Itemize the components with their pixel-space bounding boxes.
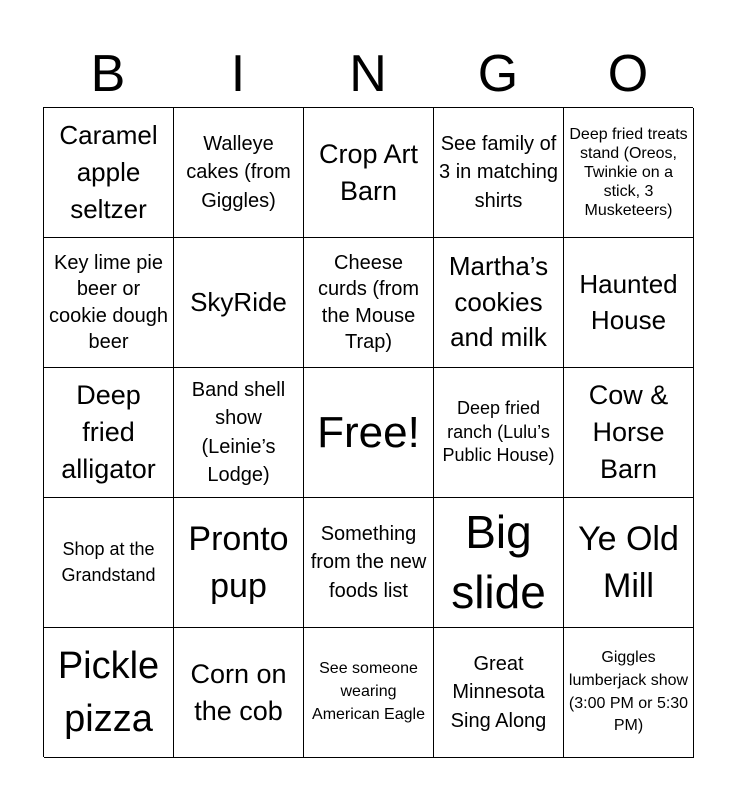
cell-label: Haunted House bbox=[579, 269, 678, 335]
bingo-cell-r1-c2[interactable] bbox=[304, 238, 434, 368]
free-space-label: Free! bbox=[317, 407, 420, 457]
bingo-cell-free-space[interactable] bbox=[304, 368, 434, 498]
bingo-cell-r0-c3[interactable] bbox=[434, 108, 564, 238]
cell-label: Band shell show (Leinie’s Lodge) bbox=[191, 378, 286, 486]
cell-label: Shop at the Grandstand bbox=[61, 538, 156, 585]
cell-label: Deep fried alligator bbox=[61, 380, 156, 484]
cell-label: Crop Art Barn bbox=[318, 138, 419, 206]
bingo-cell-r0-c4[interactable] bbox=[564, 108, 694, 238]
bingo-cell-r4-c2[interactable] bbox=[304, 628, 434, 758]
cell-label: Deep fried treats stand (Oreos, Twinkie on a stick, 3 Musketeers) bbox=[569, 125, 688, 220]
cell-label: Cow & Horse Barn bbox=[588, 380, 669, 484]
bingo-cell-r3-c0[interactable] bbox=[44, 498, 174, 628]
cell-label: Key lime pie beer or cookie dough beer bbox=[49, 251, 168, 353]
bingo-cell-r1-c0[interactable] bbox=[44, 238, 174, 368]
bingo-cell-r0-c0[interactable] bbox=[44, 108, 174, 238]
bingo-cell-r4-c4[interactable] bbox=[564, 628, 694, 758]
cell-label: Cheese curds (from the Mouse Trap) bbox=[317, 251, 420, 353]
bingo-cell-r3-c2[interactable] bbox=[304, 498, 434, 628]
header-letter-o: O bbox=[607, 45, 649, 103]
header-letter-i: I bbox=[230, 45, 246, 103]
cell-label: Pickle pizza bbox=[57, 645, 160, 740]
header-letter-g: G bbox=[477, 45, 519, 103]
cell-label: Deep fried ranch (Lulu’s Public House) bbox=[442, 398, 555, 466]
cell-label: Great Minnesota Sing Along bbox=[450, 652, 547, 732]
bingo-cell-r0-c1[interactable] bbox=[174, 108, 304, 238]
cell-label: Big slide bbox=[451, 505, 546, 618]
bingo-cell-r2-c1[interactable] bbox=[174, 368, 304, 498]
cell-label: See someone wearing American Eagle bbox=[312, 660, 425, 723]
bingo-board bbox=[43, 107, 693, 757]
bingo-cell-r1-c4[interactable] bbox=[564, 238, 694, 368]
bingo-cell-r4-c3[interactable] bbox=[434, 628, 564, 758]
bingo-cell-r4-c1[interactable] bbox=[174, 628, 304, 758]
bingo-cell-r2-c3[interactable] bbox=[434, 368, 564, 498]
cell-label: Martha’s cookies and milk bbox=[448, 251, 549, 353]
cell-label: See family of 3 in matching shirts bbox=[439, 132, 558, 212]
bingo-cell-r3-c4[interactable] bbox=[564, 498, 694, 628]
bingo-cell-r2-c4[interactable] bbox=[564, 368, 694, 498]
cell-label: Corn on the cob bbox=[190, 658, 287, 726]
bingo-cell-r2-c0[interactable] bbox=[44, 368, 174, 498]
bingo-cell-r1-c1[interactable] bbox=[174, 238, 304, 368]
header-letter-b: B bbox=[90, 45, 126, 103]
cell-label: Giggles lumberjack show (3:00 PM or 5:30 PM) bbox=[568, 649, 689, 735]
bingo-cell-r4-c0[interactable] bbox=[44, 628, 174, 758]
cell-label: Walleye cakes (from Giggles) bbox=[186, 132, 291, 212]
header-letter-n: N bbox=[349, 45, 387, 103]
bingo-header bbox=[43, 40, 693, 108]
bingo-cell-r3-c1[interactable] bbox=[174, 498, 304, 628]
cell-label: SkyRide bbox=[190, 287, 287, 318]
cell-label: Caramel apple seltzer bbox=[59, 120, 158, 224]
bingo-cell-r1-c3[interactable] bbox=[434, 238, 564, 368]
bingo-cell-r3-c3[interactable] bbox=[434, 498, 564, 628]
cell-label: Something from the new foods list bbox=[310, 522, 427, 602]
cell-label: Pronto pup bbox=[188, 519, 289, 605]
bingo-cell-r0-c2[interactable] bbox=[304, 108, 434, 238]
cell-label: Ye Old Mill bbox=[578, 519, 679, 605]
